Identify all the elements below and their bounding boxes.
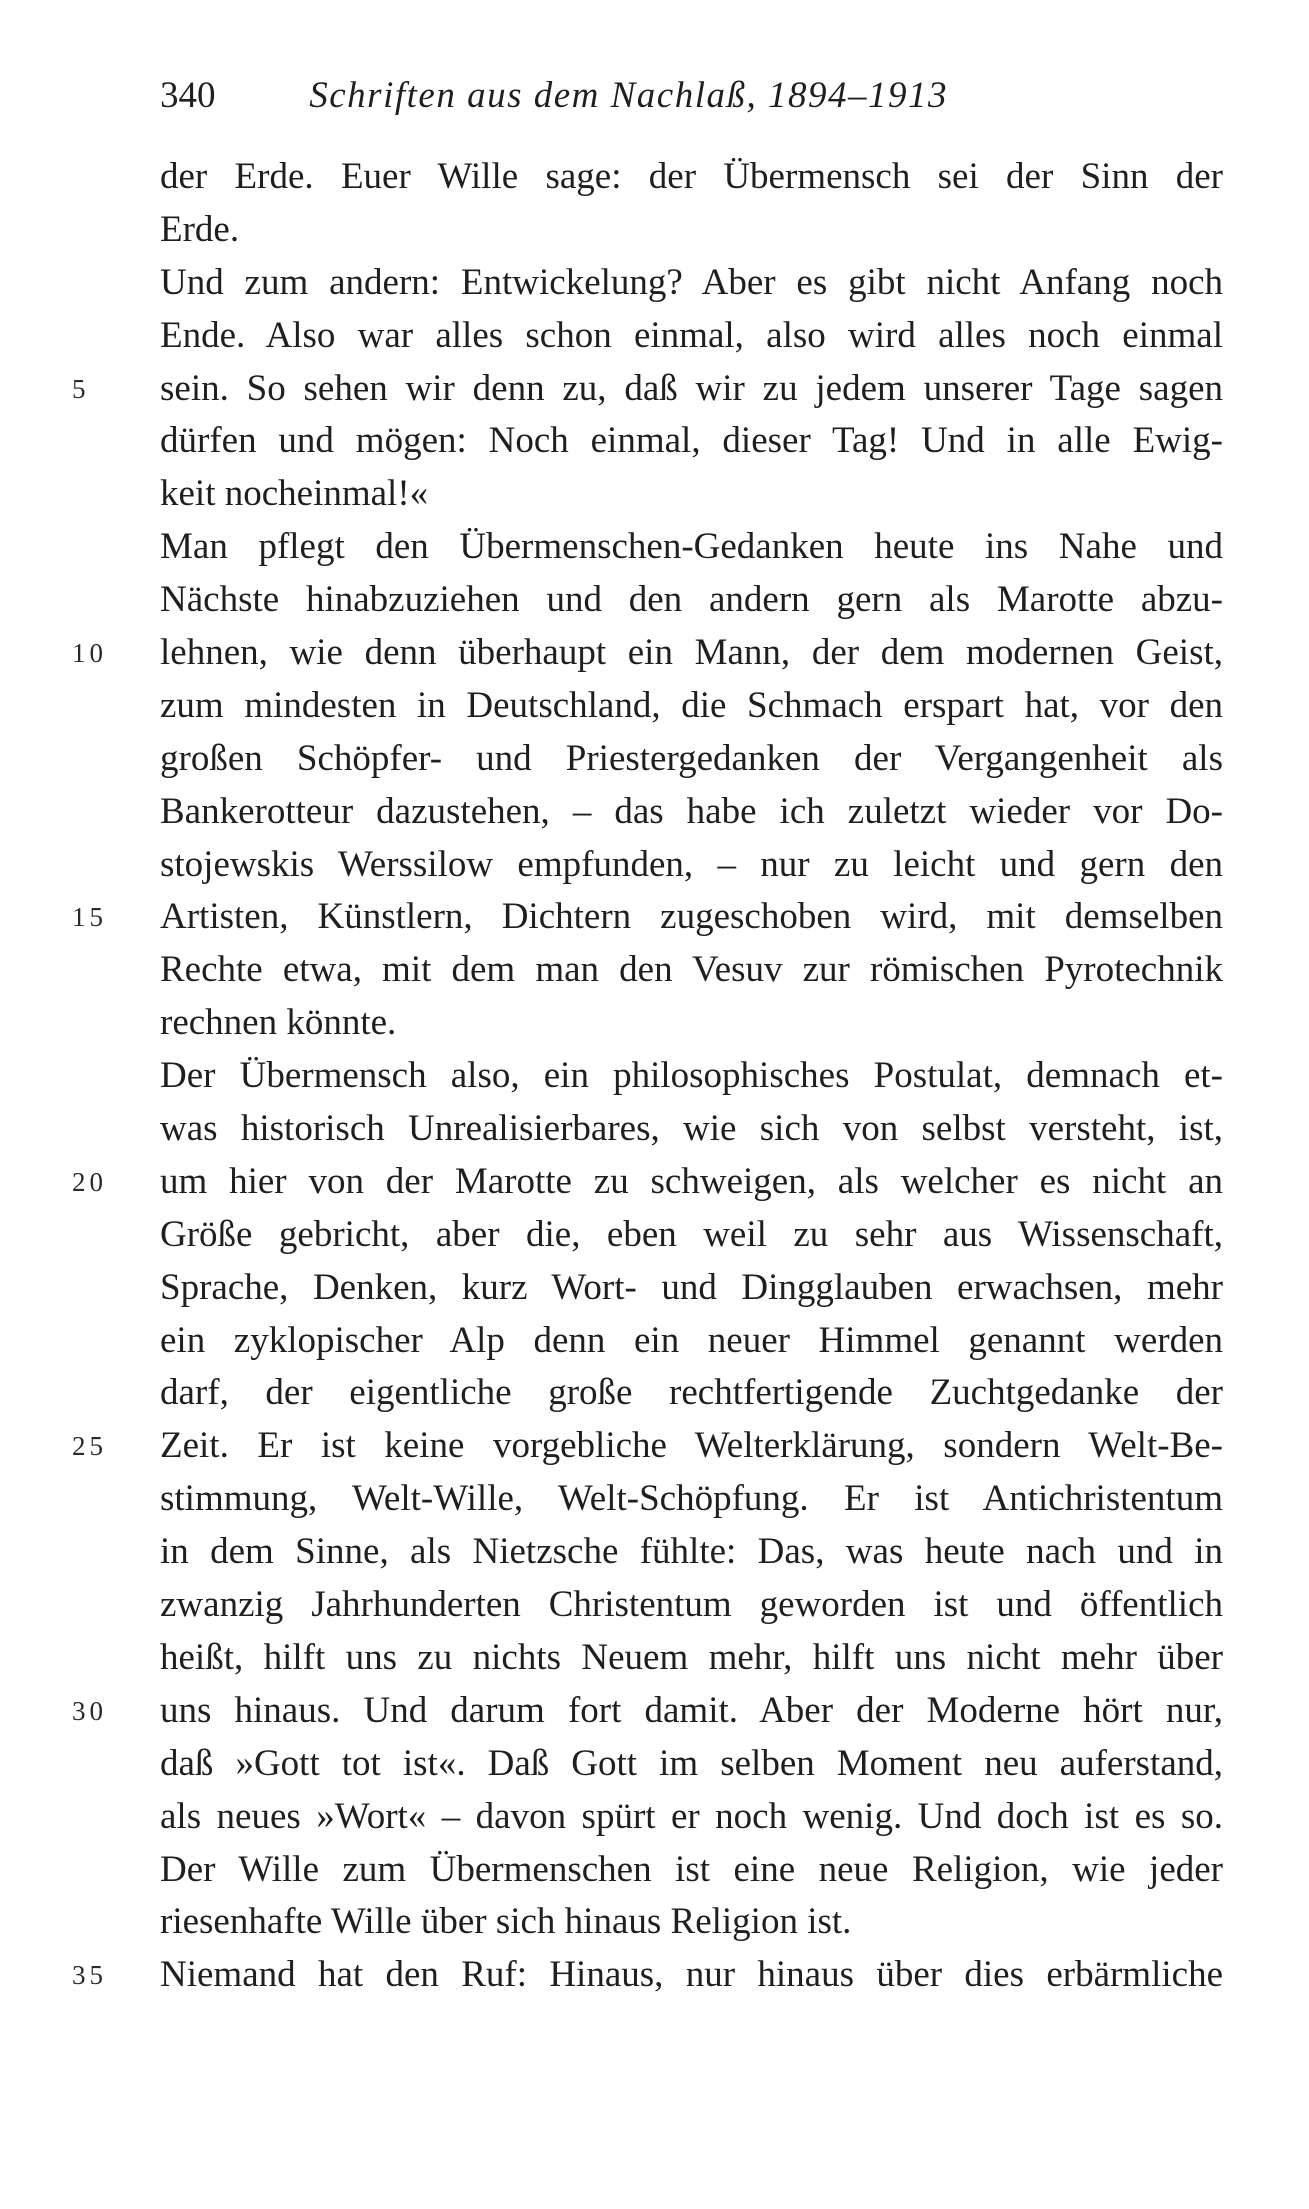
text-line	[0, 151, 1309, 204]
text-line	[0, 997, 1309, 1050]
text-line	[0, 1262, 1309, 1315]
text-line	[0, 310, 1309, 363]
line-text: um hier von der Marotte zu schweigen, als welcher es nicht an	[160, 1160, 1223, 1202]
line-number: 30	[72, 1695, 107, 1726]
line-number: 25	[72, 1431, 107, 1462]
line-text: lehnen, wie denn überhaupt ein Mann, der dem modernen Geist,	[160, 632, 1223, 674]
text-line	[0, 1473, 1309, 1526]
line-text: in dem Sinne, als Nietzsche fühlte: Das, was heute nach und in	[160, 1531, 1223, 1573]
text-line	[0, 1579, 1309, 1632]
line-text: Größe gebricht, aber die, eben weil zu sehr aus Wissenschaft,	[160, 1213, 1223, 1255]
text-line	[0, 1844, 1309, 1897]
line-text: Nächste hinabzuziehen und den andern gern als Marotte abzu-	[160, 579, 1223, 621]
text-line	[0, 1367, 1309, 1420]
page-header	[160, 66, 948, 126]
running-title: Schriften aus dem Nachlaß, 1894–1913	[309, 75, 949, 116]
line-text: großen Schöpfer- und Priestergedanken der Vergangenheit als	[160, 737, 1223, 779]
line-number: 20	[72, 1166, 107, 1197]
line-text: Der Wille zum Übermenschen ist eine neue Religion, wie jeder	[160, 1848, 1223, 1890]
line-text: heißt, hilft uns zu nichts Neuem mehr, hilft uns nicht mehr über	[160, 1636, 1223, 1678]
text-line	[0, 1896, 1309, 1949]
line-text: riesenhafte Wille über sich hinaus Religion ist.	[160, 1901, 852, 1943]
text-line	[0, 1209, 1309, 1262]
text-line	[0, 1685, 1309, 1738]
text-line	[0, 521, 1309, 574]
line-text: Man pflegt den Übermenschen-Gedanken heute ins Nahe und	[160, 526, 1223, 568]
text-line	[0, 1103, 1309, 1156]
text-line	[0, 468, 1309, 521]
line-text: uns hinaus. Und darum fort damit. Aber der Moderne hört nur,	[160, 1689, 1223, 1731]
line-number: 10	[72, 638, 107, 669]
text-line	[0, 415, 1309, 468]
line-text: Ende. Also war alles schon einmal, also wird alles noch einmal	[160, 314, 1223, 356]
text-line	[0, 627, 1309, 680]
text-line	[0, 1738, 1309, 1791]
line-text: stojewskis Werssilow empfunden, – nur zu leicht und gern den	[160, 843, 1223, 885]
text-line	[0, 891, 1309, 944]
line-number: 15	[72, 902, 107, 933]
line-text: Erde.	[160, 208, 240, 250]
line-text: dürfen und mögen: Noch einmal, dieser Tag! Und in alle Ewig-	[160, 420, 1223, 462]
text-line	[0, 257, 1309, 310]
line-text: Zeit. Er ist keine vorgebliche Welterklärung, sondern Welt-Be-	[160, 1425, 1223, 1467]
line-text: rechnen könnte.	[160, 1002, 397, 1044]
line-text: ein zyklopischer Alp denn ein neuer Himmel genannt werden	[160, 1319, 1223, 1361]
text-line	[0, 1315, 1309, 1368]
line-text: sein. So sehen wir denn zu, daß wir zu jedem unserer Tage sagen	[160, 367, 1223, 409]
line-text: der Erde. Euer Wille sage: der Übermensch sei der Sinn der	[160, 156, 1223, 197]
line-text: Der Übermensch also, ein philosophisches Postulat, demnach et-	[160, 1055, 1223, 1097]
line-text: Sprache, Denken, kurz Wort- und Dingglauben erwachsen, mehr	[160, 1266, 1223, 1308]
text-line	[0, 680, 1309, 733]
line-text: Rechte etwa, mit dem man den Vesuv zur römischen Pyrotechnik	[160, 949, 1223, 991]
line-text: zwanzig Jahrhunderten Christentum geworden ist und öffentlich	[160, 1584, 1223, 1626]
line-text: als neues »Wort« – davon spürt er noch wenig. Und doch ist es so.	[160, 1795, 1223, 1837]
line-text: darf, der eigentliche große rechtfertigende Zuchtgedanke der	[160, 1372, 1223, 1414]
line-text: zum mindesten in Deutschland, die Schmach erspart hat, vor den	[160, 684, 1223, 726]
text-line	[0, 1420, 1309, 1473]
line-number: 35	[72, 1960, 107, 1991]
text-line	[0, 944, 1309, 997]
text-line	[0, 1632, 1309, 1685]
line-text: stimmung, Welt-Wille, Welt-Schöpfung. Er ist Antichristentum	[160, 1478, 1223, 1520]
line-text: keit nocheinmal!«	[160, 473, 429, 515]
line-text: daß »Gott tot ist«. Daß Gott im selben Moment neu auferstand,	[160, 1742, 1223, 1784]
text-line	[0, 574, 1309, 627]
text-line	[0, 363, 1309, 416]
line-text: Bankerotteur dazustehen, – das habe ich zuletzt wieder vor Do-	[160, 790, 1223, 832]
text-line	[0, 1156, 1309, 1209]
text-line	[0, 733, 1309, 786]
line-text: was historisch Unrealisierbares, wie sich von selbst versteht, ist,	[160, 1108, 1223, 1150]
page-number: 340	[160, 75, 216, 116]
text-line	[0, 1949, 1309, 2002]
text-line	[0, 1526, 1309, 1579]
text-line	[0, 786, 1309, 839]
text-line	[0, 1050, 1309, 1103]
text-line	[0, 204, 1309, 257]
line-text: Artisten, Künstlern, Dichtern zugeschoben wird, mit demselben	[160, 896, 1223, 938]
text-line	[0, 839, 1309, 892]
body-text	[0, 151, 1309, 2002]
line-number: 5	[72, 373, 90, 404]
line-text: Niemand hat den Ruf: Hinaus, nur hinaus über dies erbärmliche	[160, 1954, 1223, 1996]
line-text: Und zum andern: Entwickelung? Aber es gibt nicht Anfang noch	[160, 261, 1223, 303]
text-line	[0, 1791, 1309, 1844]
